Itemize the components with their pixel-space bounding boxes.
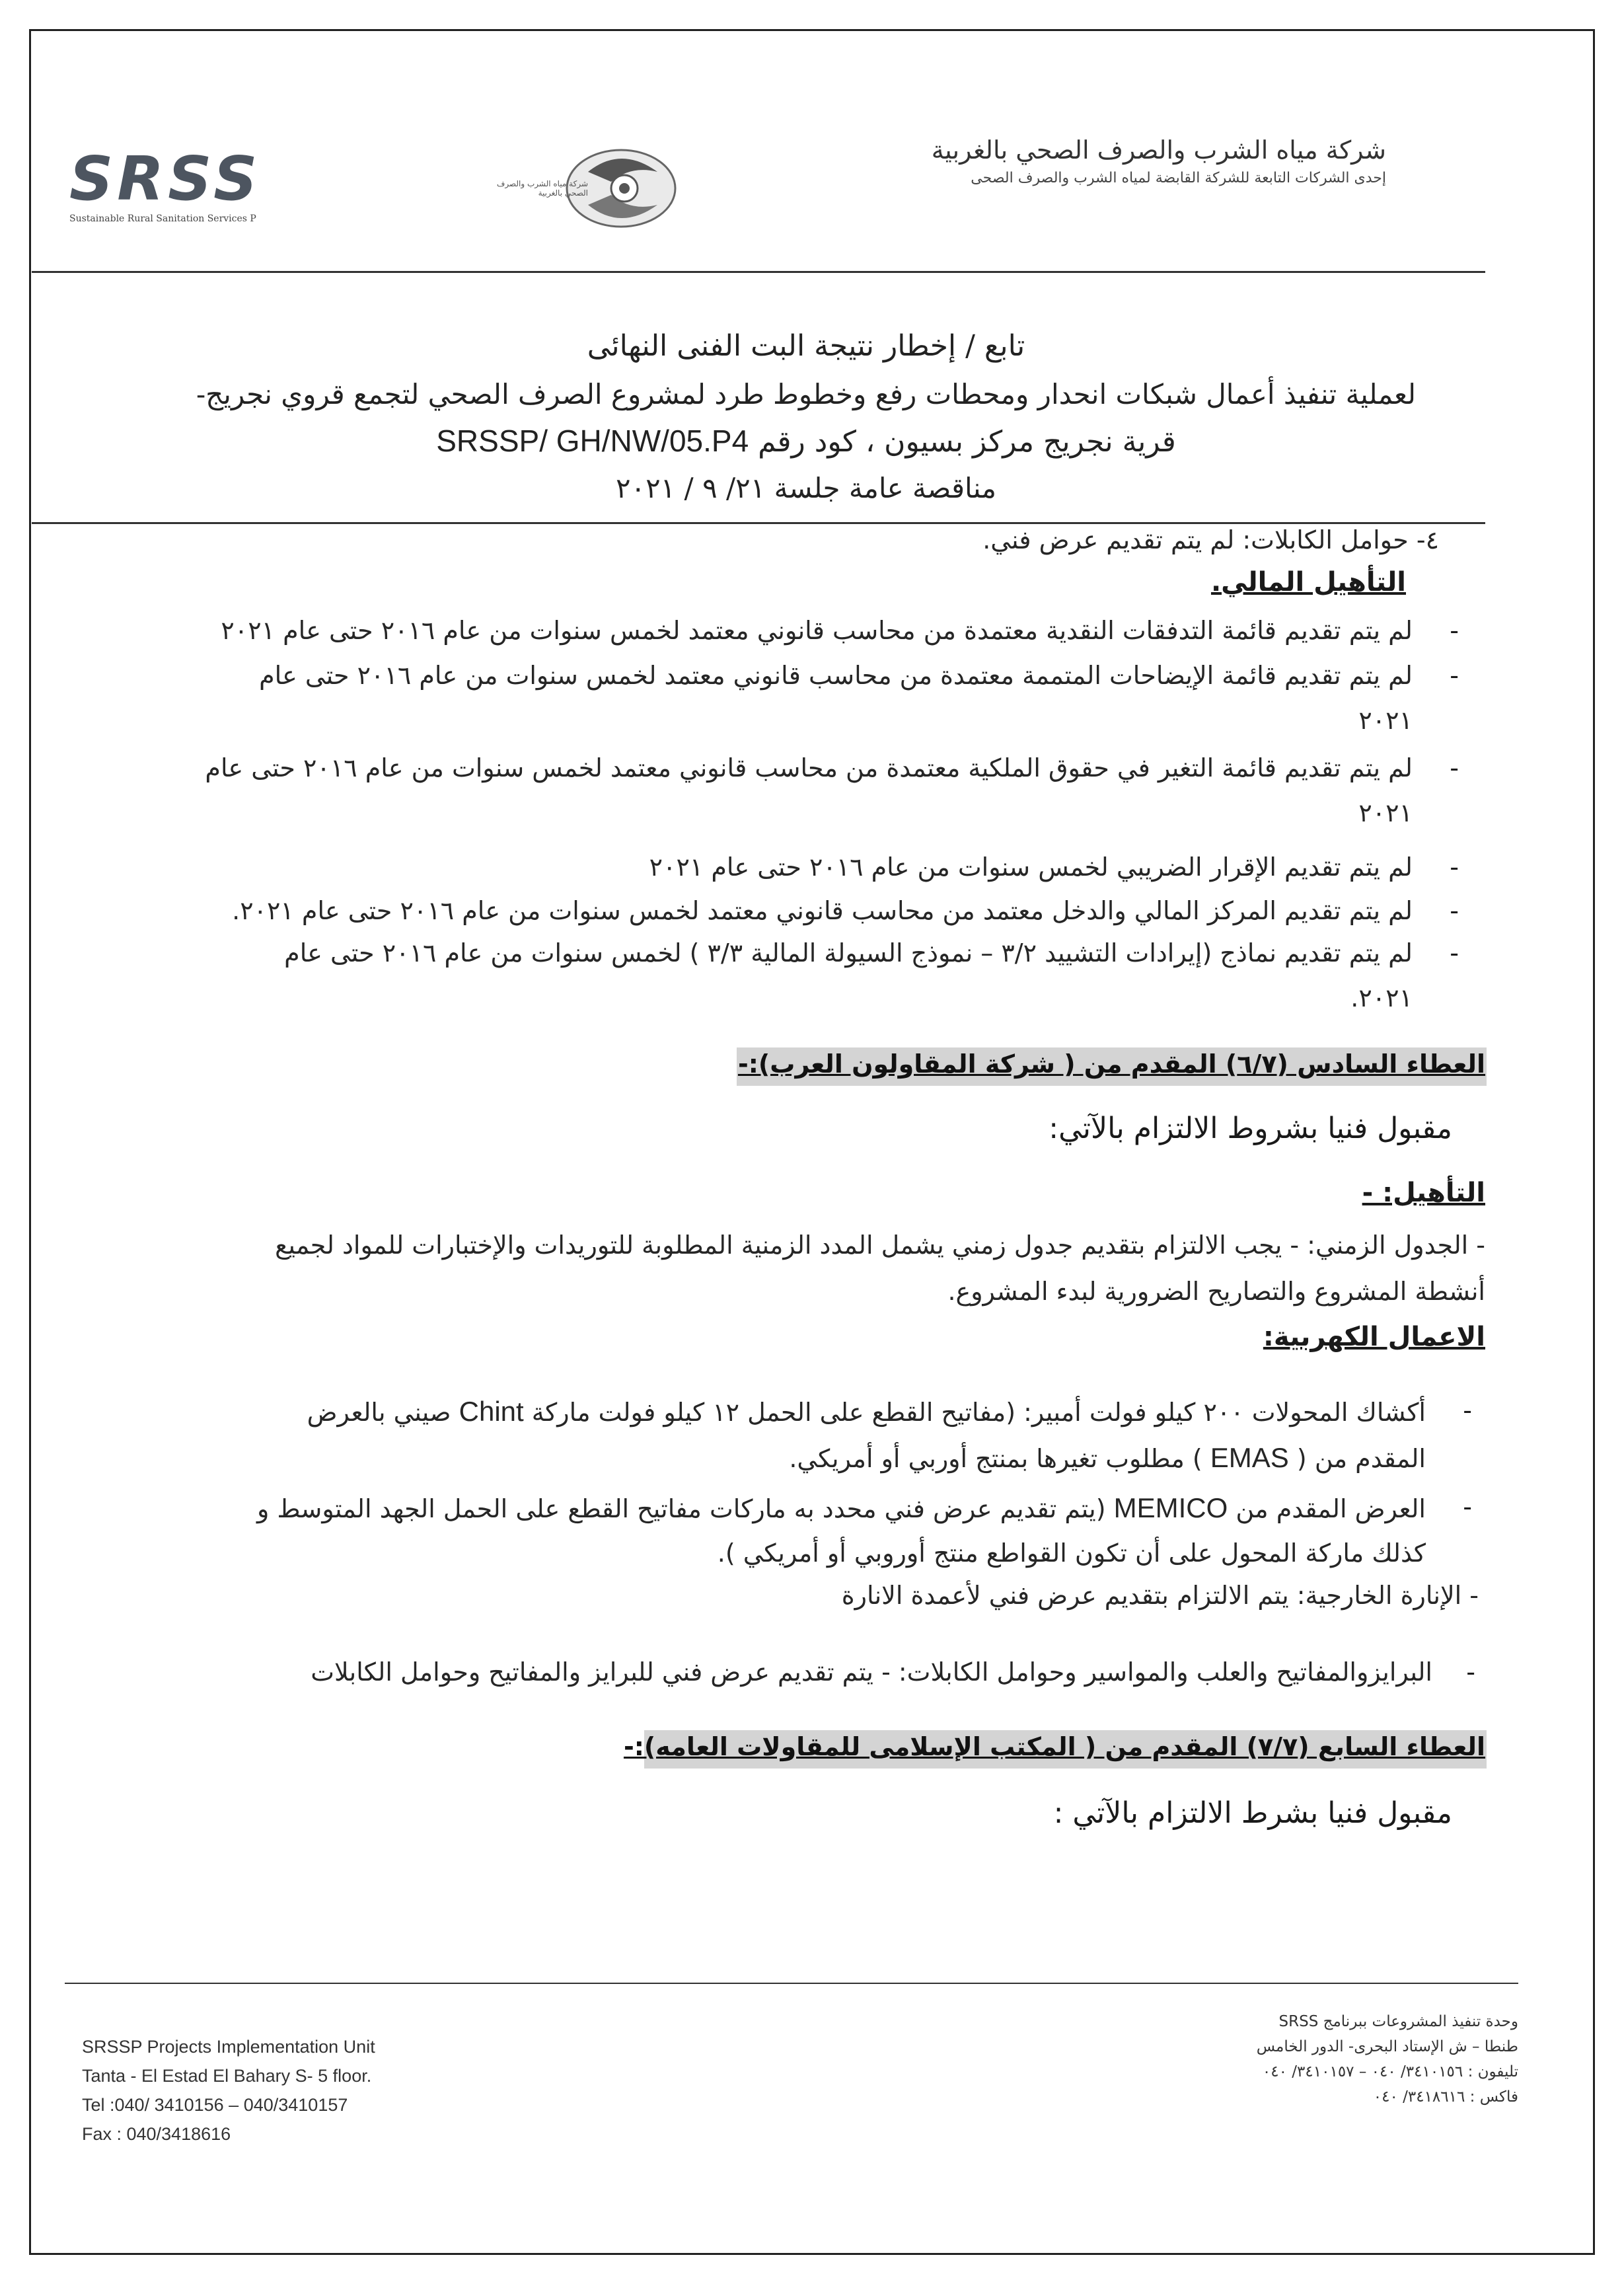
financial-item-5: لم يتم تقديم المركز المالي والدخل معتمد من محاسب قانوني معتمد لخمس سنوات من عام ٢٠١٦ حتى عام ٢٠٢١.: [232, 896, 1413, 925]
cable-supports-item: ٤- حوامل الكابلات: لم يتم تقديم عرض فني.: [982, 525, 1439, 554]
company-name: شركة مياه الشرب والصرف الصحي بالغربية: [931, 135, 1386, 165]
list-dash: -: [1466, 1657, 1475, 1687]
company-subtitle: إحدى الشركات التابعة للشركة القابضة لمياه الشرب والصرف الصحى: [971, 170, 1386, 186]
financial-item-3: لم يتم تقديم قائمة التغير في حقوق الملكية معتمدة من محاسب قانوني معتمد لخمس سنوات من عام ٢٠١٦ حتى عام: [205, 753, 1413, 782]
village-text: قرية نجريج مركز بسيون ، كود رقم: [758, 425, 1176, 459]
bid7-accepted: مقبول فنيا بشرط الالتزام بالآتي :: [1053, 1796, 1452, 1830]
footer-fax: Fax : 040/3418616: [82, 2124, 231, 2144]
list-dash: -: [1450, 896, 1459, 925]
company-header: [725, 135, 1386, 186]
bid6-accepted: مقبول فنيا بشروط الالتزام بالآتي:: [1049, 1112, 1452, 1145]
footer-english: [82, 2032, 375, 2149]
footer-ar-unit: وحدة تنفيذ المشروعات ببرنامج SRSS: [1278, 2013, 1518, 2030]
srss-logo-text: SRSS: [69, 143, 262, 214]
list-dash: -: [1450, 753, 1459, 782]
financial-item-2: لم يتم تقديم قائمة الإيضاحات المتممة معتمدة من محاسب قانوني معتمد لخمس سنوات من عام ٢٠١٦ حتى عام: [259, 661, 1413, 690]
list-dash: -: [1450, 661, 1459, 690]
financial-item-1: لم يتم تقديم قائمة التدفقات النقدية معتمدة من محاسب قانوني معتمد لخمس سنوات من عام ٢٠١٦ حتى عام ٢٠٢١: [221, 616, 1413, 645]
footer-ar-address: طنطا – ش الإستاد البحرى- الدور الخامس: [1256, 2038, 1518, 2055]
elec-item-1-line-1: أكشاك المحولات ٢٠٠ كيلو فولت أمبير: (مفاتيح القطع على الحمل ١٢ كيلو فولت ماركة Chint صيني بالعرض: [307, 1396, 1426, 1427]
elec-item-2-line-2: كذلك ماركة المحول على أن تكون القواطع منتج أوروبي أو أمريكي ).: [717, 1539, 1426, 1568]
elec-item-3: - الإنارة الخارجية: يتم الالتزام بتقديم عرض فني لأعمدة الانارة: [841, 1581, 1479, 1610]
financial-heading: التأهيل المالي.: [1210, 567, 1406, 597]
notice-subject: لعملية تنفيذ أعمال شبكات انحدار ومحطات رفع وخطوط طرد لمشروع الصرف الصحي لتجمع قروي نجريج-: [196, 378, 1417, 410]
company-emblem-logo: [489, 142, 687, 235]
footer-arabic: [1257, 2009, 1518, 2110]
srss-logo-subtitle: Sustainable Rural Sanitation Services P: [69, 213, 256, 224]
brand-emas: EMAS: [1210, 1442, 1289, 1473]
elec-item-1-line-2: المقدم من ( EMAS ) مطلوب تغيرها بمنتج أوربي أو أمريكي.: [789, 1442, 1426, 1473]
srss-logo: [69, 143, 268, 224]
list-dash: -: [1450, 853, 1459, 882]
bid6-qualification-heading: التأهيل: -: [1362, 1178, 1485, 1208]
bid7-heading: العطاء السابع (٧/٧) المقدم من ( المكتب الإسلامى للمقاولات العامه):-: [623, 1732, 1485, 1761]
electrical-heading: الاعمال الكهربية:: [1263, 1322, 1485, 1352]
schedule-line-2: أنشطة المشروع والتصاريح الضرورية لبدء المشروع.: [947, 1277, 1485, 1306]
notice-title: تابع / إخطار نتيجة البت الفنى النهائى: [587, 329, 1025, 363]
notice-code-line: [178, 423, 1434, 459]
financial-item-6-cont: ٢٠٢١.: [1350, 983, 1413, 1012]
schedule-line-1: - الجدول الزمني: - يجب الالتزام بتقديم جدول زمني يشمل المدد الزمنية المطلوبة للتوريدات والإختبارات للمواد لجميع: [275, 1231, 1485, 1260]
elec-item-2-line-1: العرض المقدم من MEMICO (يتم تقديم عرض فني محدد به ماركات مفاتيح القطع على الحمل الجهد المتوسط و: [257, 1492, 1426, 1523]
list-dash: -: [1463, 1492, 1472, 1521]
footer-ar-fax: فاكس : ٣٤١٨٦١٦/ ٠٤٠: [1373, 2088, 1518, 2106]
footer-tel: Tel :040/ 3410156 – 040/3410157: [82, 2095, 348, 2115]
bid6-heading: العطاء السادس (٦/٧) المقدم من ( شركة المقاولون العرب):-: [737, 1049, 1485, 1079]
header-divider: [32, 271, 1485, 273]
footer-address: Tanta - El Estad El Bahary S- 5 floor.: [82, 2066, 372, 2086]
emblem-caption: شركة مياه الشرب والصرف الصحي بالغربية: [496, 179, 588, 198]
footer-unit: SRSSP Projects Implementation Unit: [82, 2037, 375, 2057]
tender-session: مناقصة عامة جلسة ٢١/ ٩ / ٢٠٢١: [615, 472, 997, 504]
financial-item-6: لم يتم تقديم نماذج (إيرادات التشييد ٣/٢ – نموذج السيولة المالية ٣/٣ ) لخمس سنوات من عام ٢٠١٦ حتى عام: [284, 938, 1413, 968]
project-code: SRSSP/ GH/NW/05.P4: [436, 424, 749, 458]
financial-item-2-cont: ٢٠٢١: [1358, 706, 1413, 735]
list-dash: -: [1463, 1396, 1472, 1425]
list-dash: -: [1450, 938, 1459, 968]
financial-item-3-cont: ٢٠٢١: [1358, 798, 1413, 827]
title-divider: [32, 522, 1485, 524]
footer-divider: [65, 1983, 1518, 1984]
brand-chint: Chint: [459, 1396, 524, 1427]
financial-item-4: لم يتم تقديم الإقرار الضريبي لخمس سنوات من عام ٢٠١٦ حتى عام ٢٠٢١: [649, 853, 1413, 882]
elec-item-4: البرايزوالمفاتيح والعلب والمواسير وحوامل الكابلات: - يتم تقديم عرض فني للبرايز والمفاتيح وحوامل الكابلات: [311, 1657, 1432, 1687]
brand-memico: MEMICO: [1113, 1492, 1228, 1523]
footer-ar-tel: تليفون : ٣٤١٠١٥٦/ ٠٤٠ – ٣٤١٠١٥٧/ ٠٤٠: [1262, 2063, 1518, 2080]
list-dash: -: [1450, 616, 1459, 645]
